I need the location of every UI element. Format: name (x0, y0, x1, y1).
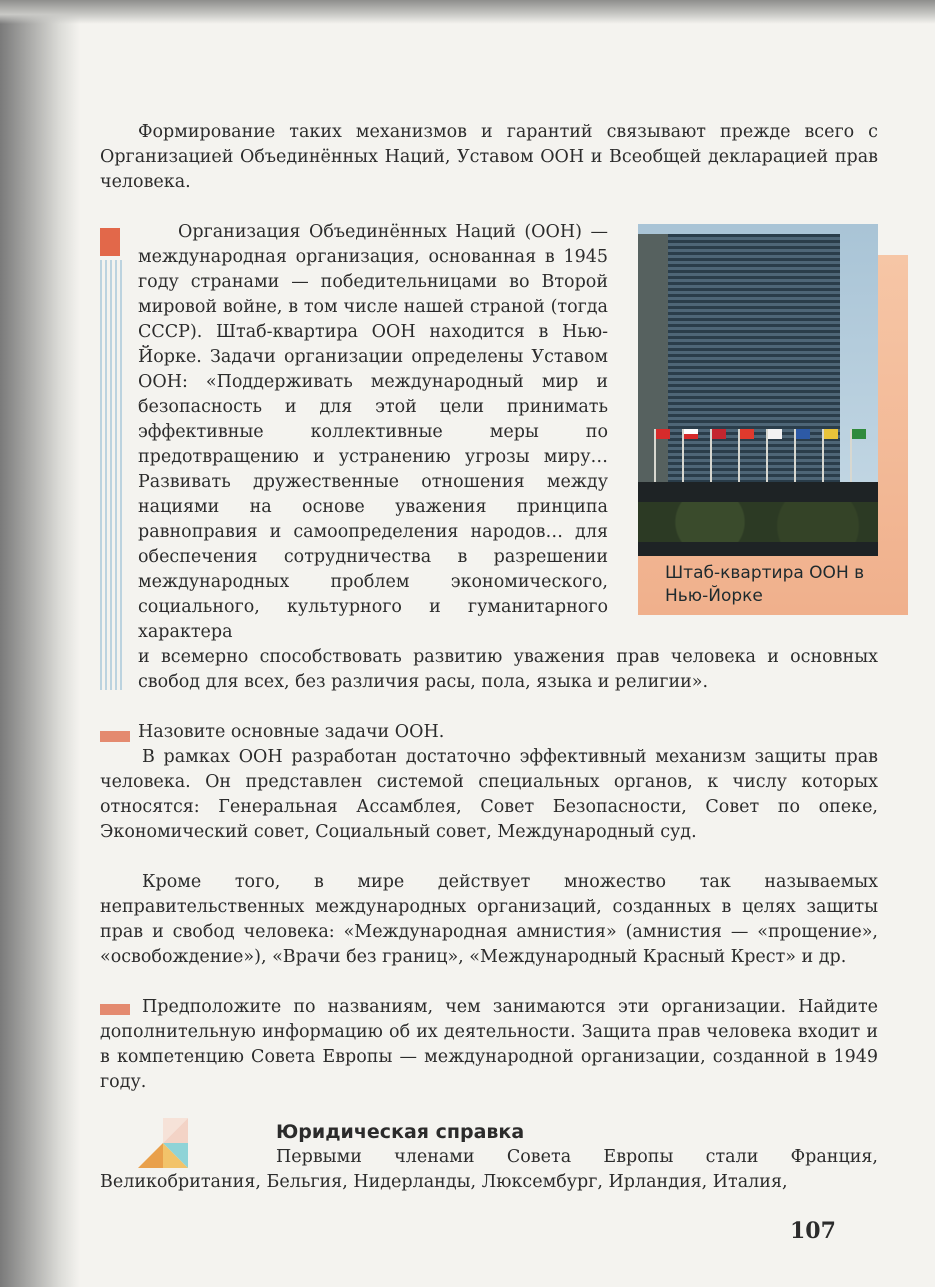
building-side (638, 234, 668, 484)
intro-paragraph: Формирование таких механизмов и гарантий связывают прежде всего с Организацией Объединённых Наций, Уставом ООН и Всеобщей декларацией прав человека. (100, 122, 878, 192)
question-un-tasks: Назовите основные задачи ООН. (138, 722, 445, 742)
page-shadow-left (0, 0, 80, 1287)
page-number: 107 (790, 1218, 836, 1244)
question-marker (100, 731, 130, 742)
definition-margin-line (100, 260, 122, 690)
trees (638, 502, 878, 542)
ngo-paragraph: Кроме того, в мире действует множество так называемых неправительственных международных организаций, созданных в целях защиты прав и свобод человека: «Международная амнистия» (амнистия — «прощение», «освобождение»), «Врачи без границ», «Международный Красный Крест» и др. (100, 872, 878, 967)
flag (824, 429, 838, 439)
page-shadow-top (0, 0, 935, 24)
flag (740, 429, 754, 439)
un-headquarters-photo (638, 224, 878, 556)
un-mechanism-paragraph: В рамках ООН разработан достаточно эффективный механизм защиты прав человека. Он представлен системой специальных органов, к числу которых относятся: Генеральная Ассамблея, Совет Безопасности, Совет по опеке, Экономический совет, Социальный совет, Международный суд. (100, 747, 878, 842)
question-organizations: Предположите по названиям, чем занимаются эти организации. Найдите дополнительную информацию об их деятельности. Защита прав человека входит и в компетенцию Совета Европы — международной организации, созданной в 1949 году. (100, 997, 878, 1092)
photo-caption: Штаб-квартира ООН в Нью-Йорке (665, 563, 865, 606)
un-definition-continuation: и всемерно способствовать развитию уважения прав человека и основных свобод для всех, без различия расы, пола, языка и религии». (138, 647, 878, 692)
legal-note-text: Первыми членами Совета Европы стали Франция, Великобритания, Бельгия, Нидерланды, Люксембург, Ирландия, Италия, (100, 1147, 878, 1192)
building-facade (668, 234, 840, 484)
flag (712, 429, 726, 439)
flag (656, 429, 670, 439)
un-definition-paragraph: Организация Объединённых Наций (ООН) — международная организация, основанная в 1945 году странами — победительницами во Второй мировой войне, в том числе нашей страной (тогда СССР). Штаб-квартира ООН находится в Нью-Йорке. Задачи организации определены Уставом ООН: «Поддерживать международный мир и безопасность и для этой цели принимать эффективные коллективные меры по предотвращению и устранению угрозы миру… Развивать дружественные отношения между нациями на основе уважения принципа равноправия и самоопределения народов… для обеспечения сотрудничества в разрешении международных проблем экономического, социального, культурного и гуманитарного характера (138, 222, 608, 642)
definition-marker (100, 228, 120, 256)
flag (796, 429, 810, 439)
legal-note-title: Юридическая справка (276, 1121, 525, 1143)
flag (684, 429, 698, 439)
flag (768, 429, 782, 439)
flag (852, 429, 866, 439)
